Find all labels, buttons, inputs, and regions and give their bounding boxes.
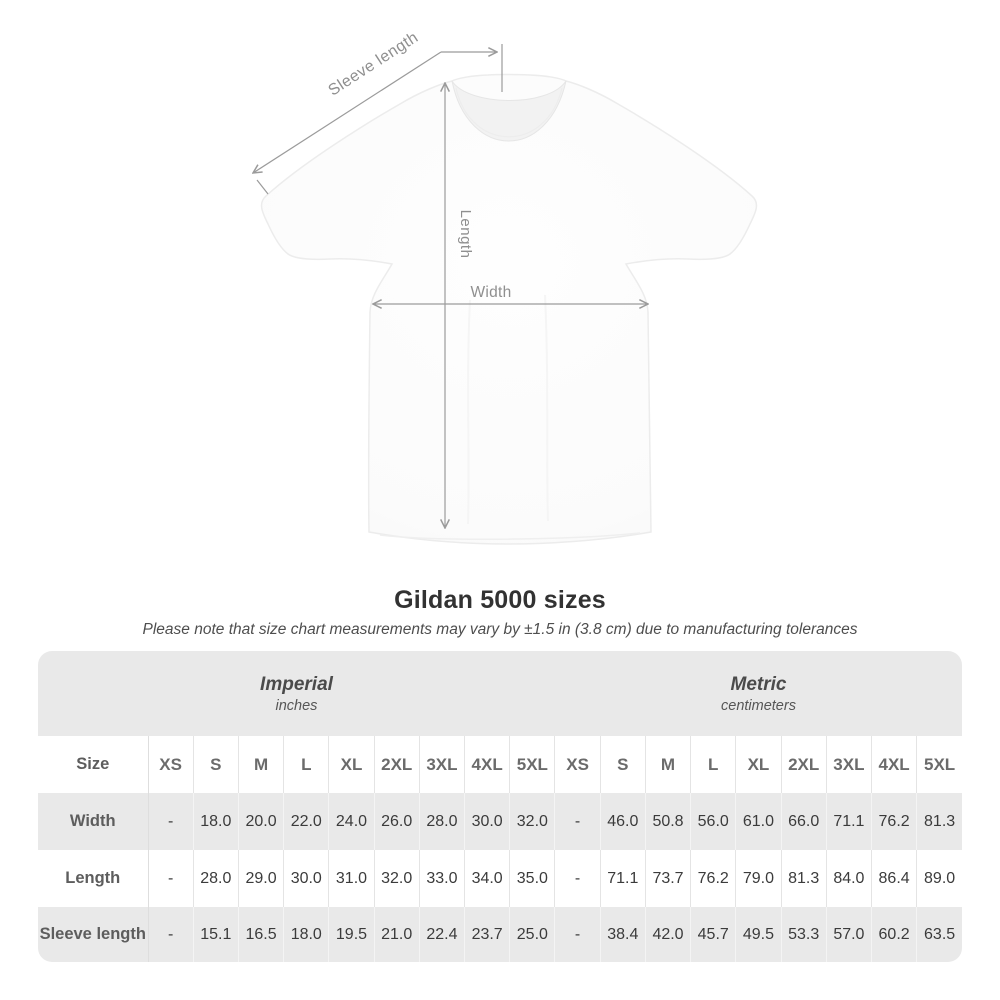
value-cell: 21.0 (374, 907, 419, 962)
size-header-cell-imperial-xl: XL (329, 736, 374, 793)
table-row-sleeve-length (38, 907, 962, 962)
value-cell: 81.3 (917, 793, 962, 850)
value-cell: 42.0 (645, 907, 690, 962)
value-cell: 15.1 (193, 907, 238, 962)
page-title: Gildan 5000 sizes (394, 586, 606, 614)
value-cell: 24.0 (329, 793, 374, 850)
value-cell: 29.0 (238, 850, 283, 907)
value-cell: 50.8 (645, 793, 690, 850)
imperial-group-header (38, 651, 555, 736)
value-cell: 16.5 (238, 907, 283, 962)
value-cell: 71.1 (826, 793, 871, 850)
value-cell: 45.7 (691, 907, 736, 962)
value-cell: 84.0 (826, 850, 871, 907)
value-cell: 63.5 (917, 907, 962, 962)
value-cell: 46.0 (600, 793, 645, 850)
value-cell: 86.4 (872, 850, 917, 907)
size-table-body (38, 793, 962, 962)
sleeve-length-extension-line (257, 180, 268, 194)
value-cell: - (148, 907, 193, 962)
value-cell: 73.7 (645, 850, 690, 907)
value-cell: 60.2 (872, 907, 917, 962)
value-cell: 81.3 (781, 850, 826, 907)
size-header-cell-metric-2xl: 2XL (781, 736, 826, 793)
value-cell: 56.0 (691, 793, 736, 850)
size-header-cell-imperial-s: S (193, 736, 238, 793)
value-cell: 28.0 (193, 850, 238, 907)
value-cell: 22.4 (419, 907, 464, 962)
size-header-cell-imperial-2xl: 2XL (374, 736, 419, 793)
value-cell: 38.4 (600, 907, 645, 962)
value-cell: 61.0 (736, 793, 781, 850)
size-header-cell-metric-s: S (600, 736, 645, 793)
unit-group-header-row (38, 651, 962, 736)
value-cell: 25.0 (510, 907, 555, 962)
size-corner-header: Size (38, 736, 148, 793)
row-label: Length (38, 850, 148, 907)
value-cell: 19.5 (329, 907, 374, 962)
metric-group-name: Metric (730, 673, 787, 695)
value-cell: 34.0 (465, 850, 510, 907)
size-header-cell-imperial-xs: XS (148, 736, 193, 793)
value-cell: 28.0 (419, 793, 464, 850)
value-cell: 76.2 (691, 850, 736, 907)
size-header-cell-metric-xs: XS (555, 736, 600, 793)
value-cell: 71.1 (600, 850, 645, 907)
value-cell: - (148, 850, 193, 907)
size-table-container (38, 651, 962, 962)
value-cell: 22.0 (284, 793, 329, 850)
value-cell: 18.0 (284, 907, 329, 962)
value-cell: 33.0 (419, 850, 464, 907)
value-cell: 20.0 (238, 793, 283, 850)
value-cell: 35.0 (510, 850, 555, 907)
tshirt-shape (262, 74, 757, 544)
size-header-cell-imperial-3xl: 3XL (419, 736, 464, 793)
value-cell: 49.5 (736, 907, 781, 962)
tolerance-note: Please note that size chart measurements may vary by ±1.5 in (3.8 cm) due to manufacturing tolerances (142, 621, 858, 638)
imperial-group-name: Imperial (260, 673, 333, 695)
size-table (38, 651, 962, 962)
imperial-group-unit: inches (275, 698, 318, 715)
table-row-width (38, 793, 962, 850)
value-cell: 32.0 (374, 850, 419, 907)
value-cell: 79.0 (736, 850, 781, 907)
row-label: Sleeve length (38, 907, 148, 962)
value-cell: 30.0 (465, 793, 510, 850)
size-header-cell-metric-3xl: 3XL (826, 736, 871, 793)
row-label: Width (38, 793, 148, 850)
table-row-length (38, 850, 962, 907)
size-header-cell-imperial-4xl: 4XL (465, 736, 510, 793)
value-cell: 76.2 (872, 793, 917, 850)
size-header-cell-imperial-5xl: 5XL (510, 736, 555, 793)
size-header-cell-imperial-m: M (238, 736, 283, 793)
size-header-cell-metric-l: L (691, 736, 736, 793)
value-cell: 66.0 (781, 793, 826, 850)
value-cell: 31.0 (329, 850, 374, 907)
size-header-cell-metric-m: M (645, 736, 690, 793)
width-label: Width (470, 284, 512, 301)
value-cell: - (555, 793, 600, 850)
value-cell: - (148, 793, 193, 850)
value-cell: - (555, 850, 600, 907)
size-header-cell-imperial-l: L (284, 736, 329, 793)
value-cell: 30.0 (284, 850, 329, 907)
size-header-cell-metric-xl: XL (736, 736, 781, 793)
size-header-cell-metric-4xl: 4XL (872, 736, 917, 793)
value-cell: 26.0 (374, 793, 419, 850)
length-label: Length (457, 209, 474, 259)
tshirt-body (262, 74, 757, 544)
size-header-cell-metric-5xl: 5XL (917, 736, 962, 793)
metric-group-header (555, 651, 962, 736)
value-cell: 23.7 (465, 907, 510, 962)
sleeve-length-label: Sleeve length (325, 28, 422, 100)
value-cell: 57.0 (826, 907, 871, 962)
value-cell: 32.0 (510, 793, 555, 850)
value-cell: 18.0 (193, 793, 238, 850)
value-cell: 53.3 (781, 907, 826, 962)
value-cell: - (555, 907, 600, 962)
metric-group-unit: centimeters (721, 698, 796, 715)
value-cell: 89.0 (917, 850, 962, 907)
size-header-row (38, 736, 962, 793)
